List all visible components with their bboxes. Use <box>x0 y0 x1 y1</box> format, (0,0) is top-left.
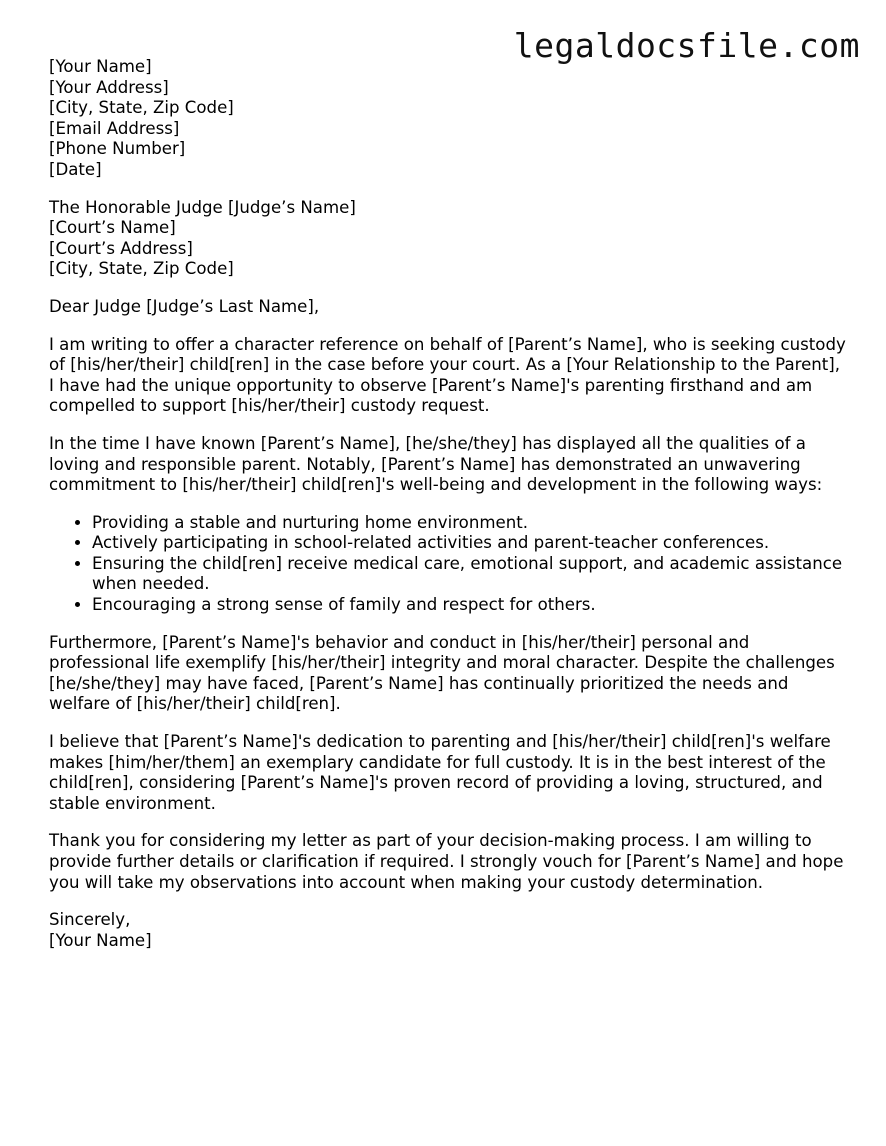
closing-block <box>49 910 849 951</box>
paragraph-belief: I believe that [Parent’s Name]'s dedication to parenting and [his/her/their] child[ren]'s welfare makes [him/her/them] an exemplary candidate for full custody. It is in the best interest of the child[ren], considering [Parent’s Name]'s proven record of providing a loving, structured, and stable environment. <box>49 732 831 813</box>
list-item: • Encouraging a strong sense of family and respect for others. <box>92 595 849 616</box>
watermark-text: legaldocsfile.com <box>513 26 860 65</box>
recipient-court-name: [Court’s Name] <box>49 218 176 238</box>
recipient-judge: The Honorable Judge [Judge’s Name] <box>49 197 356 217</box>
sender-city-state-zip: [City, State, Zip Code] <box>49 98 234 118</box>
bullet-list <box>49 513 849 616</box>
sender-name: [Your Name] <box>49 57 152 76</box>
paragraph-thanks: Thank you for considering my letter as part of your decision-making process. I am willing to provide further details or clarification if required. I strongly vouch for [Parent’s Name] and hope you will take my observations into account when making your custody determination. <box>49 831 844 892</box>
recipient-city-state-zip: [City, State, Zip Code] <box>49 259 234 279</box>
recipient-address-block <box>49 198 849 280</box>
paragraph-qualities: In the time I have known [Parent’s Name], [he/she/they] has displayed all the qualities of a loving and responsible parent. Notably, [Parent’s Name] has demonstrated an unwavering commitment to [his/her/their] child[ren]'s well-being and development in the following ways: <box>49 433 823 495</box>
sender-phone: [Phone Number] <box>49 139 186 159</box>
signature-name: [Your Name] <box>49 930 152 950</box>
sender-email: [Email Address] <box>49 118 180 138</box>
paragraph-conduct: Furthermore, [Parent’s Name]'s behavior and conduct in [his/her/their] personal and professional life exemplify [his/her/their] integrity and moral character. Despite the challenges [he/she/they] may have faced, [Parent’s Name] has continually prioritized the needs and welfare of [his/her/their] child[ren]. <box>49 632 835 714</box>
letter-date: [Date] <box>49 159 102 179</box>
list-item: • Actively participating in school-related activities and parent-teacher conferences. <box>92 533 849 554</box>
valediction: Sincerely, <box>49 910 131 930</box>
list-item: • Providing a stable and nurturing home environment. <box>92 513 849 534</box>
salutation: Dear Judge [Judge’s Last Name], <box>49 296 320 316</box>
letter-body <box>49 57 849 951</box>
recipient-court-address: [Court’s Address] <box>49 238 193 258</box>
sender-address: [Your Address] <box>49 77 169 97</box>
paragraph-intro: I am writing to offer a character reference on behalf of [Parent’s Name], who is seeking custody of [his/her/their] child[ren] in the case before your court. As a [Your Relationship to the Parent], I have had the unique opportunity to observe [Parent’s Name]'s parenting firsthand and am compelled to support [his/her/their] custody request. <box>49 334 846 416</box>
list-item: • Ensuring the child[ren] receive medical care, emotional support, and academic assistance when needed. <box>92 554 849 595</box>
sender-address-block <box>49 57 849 181</box>
